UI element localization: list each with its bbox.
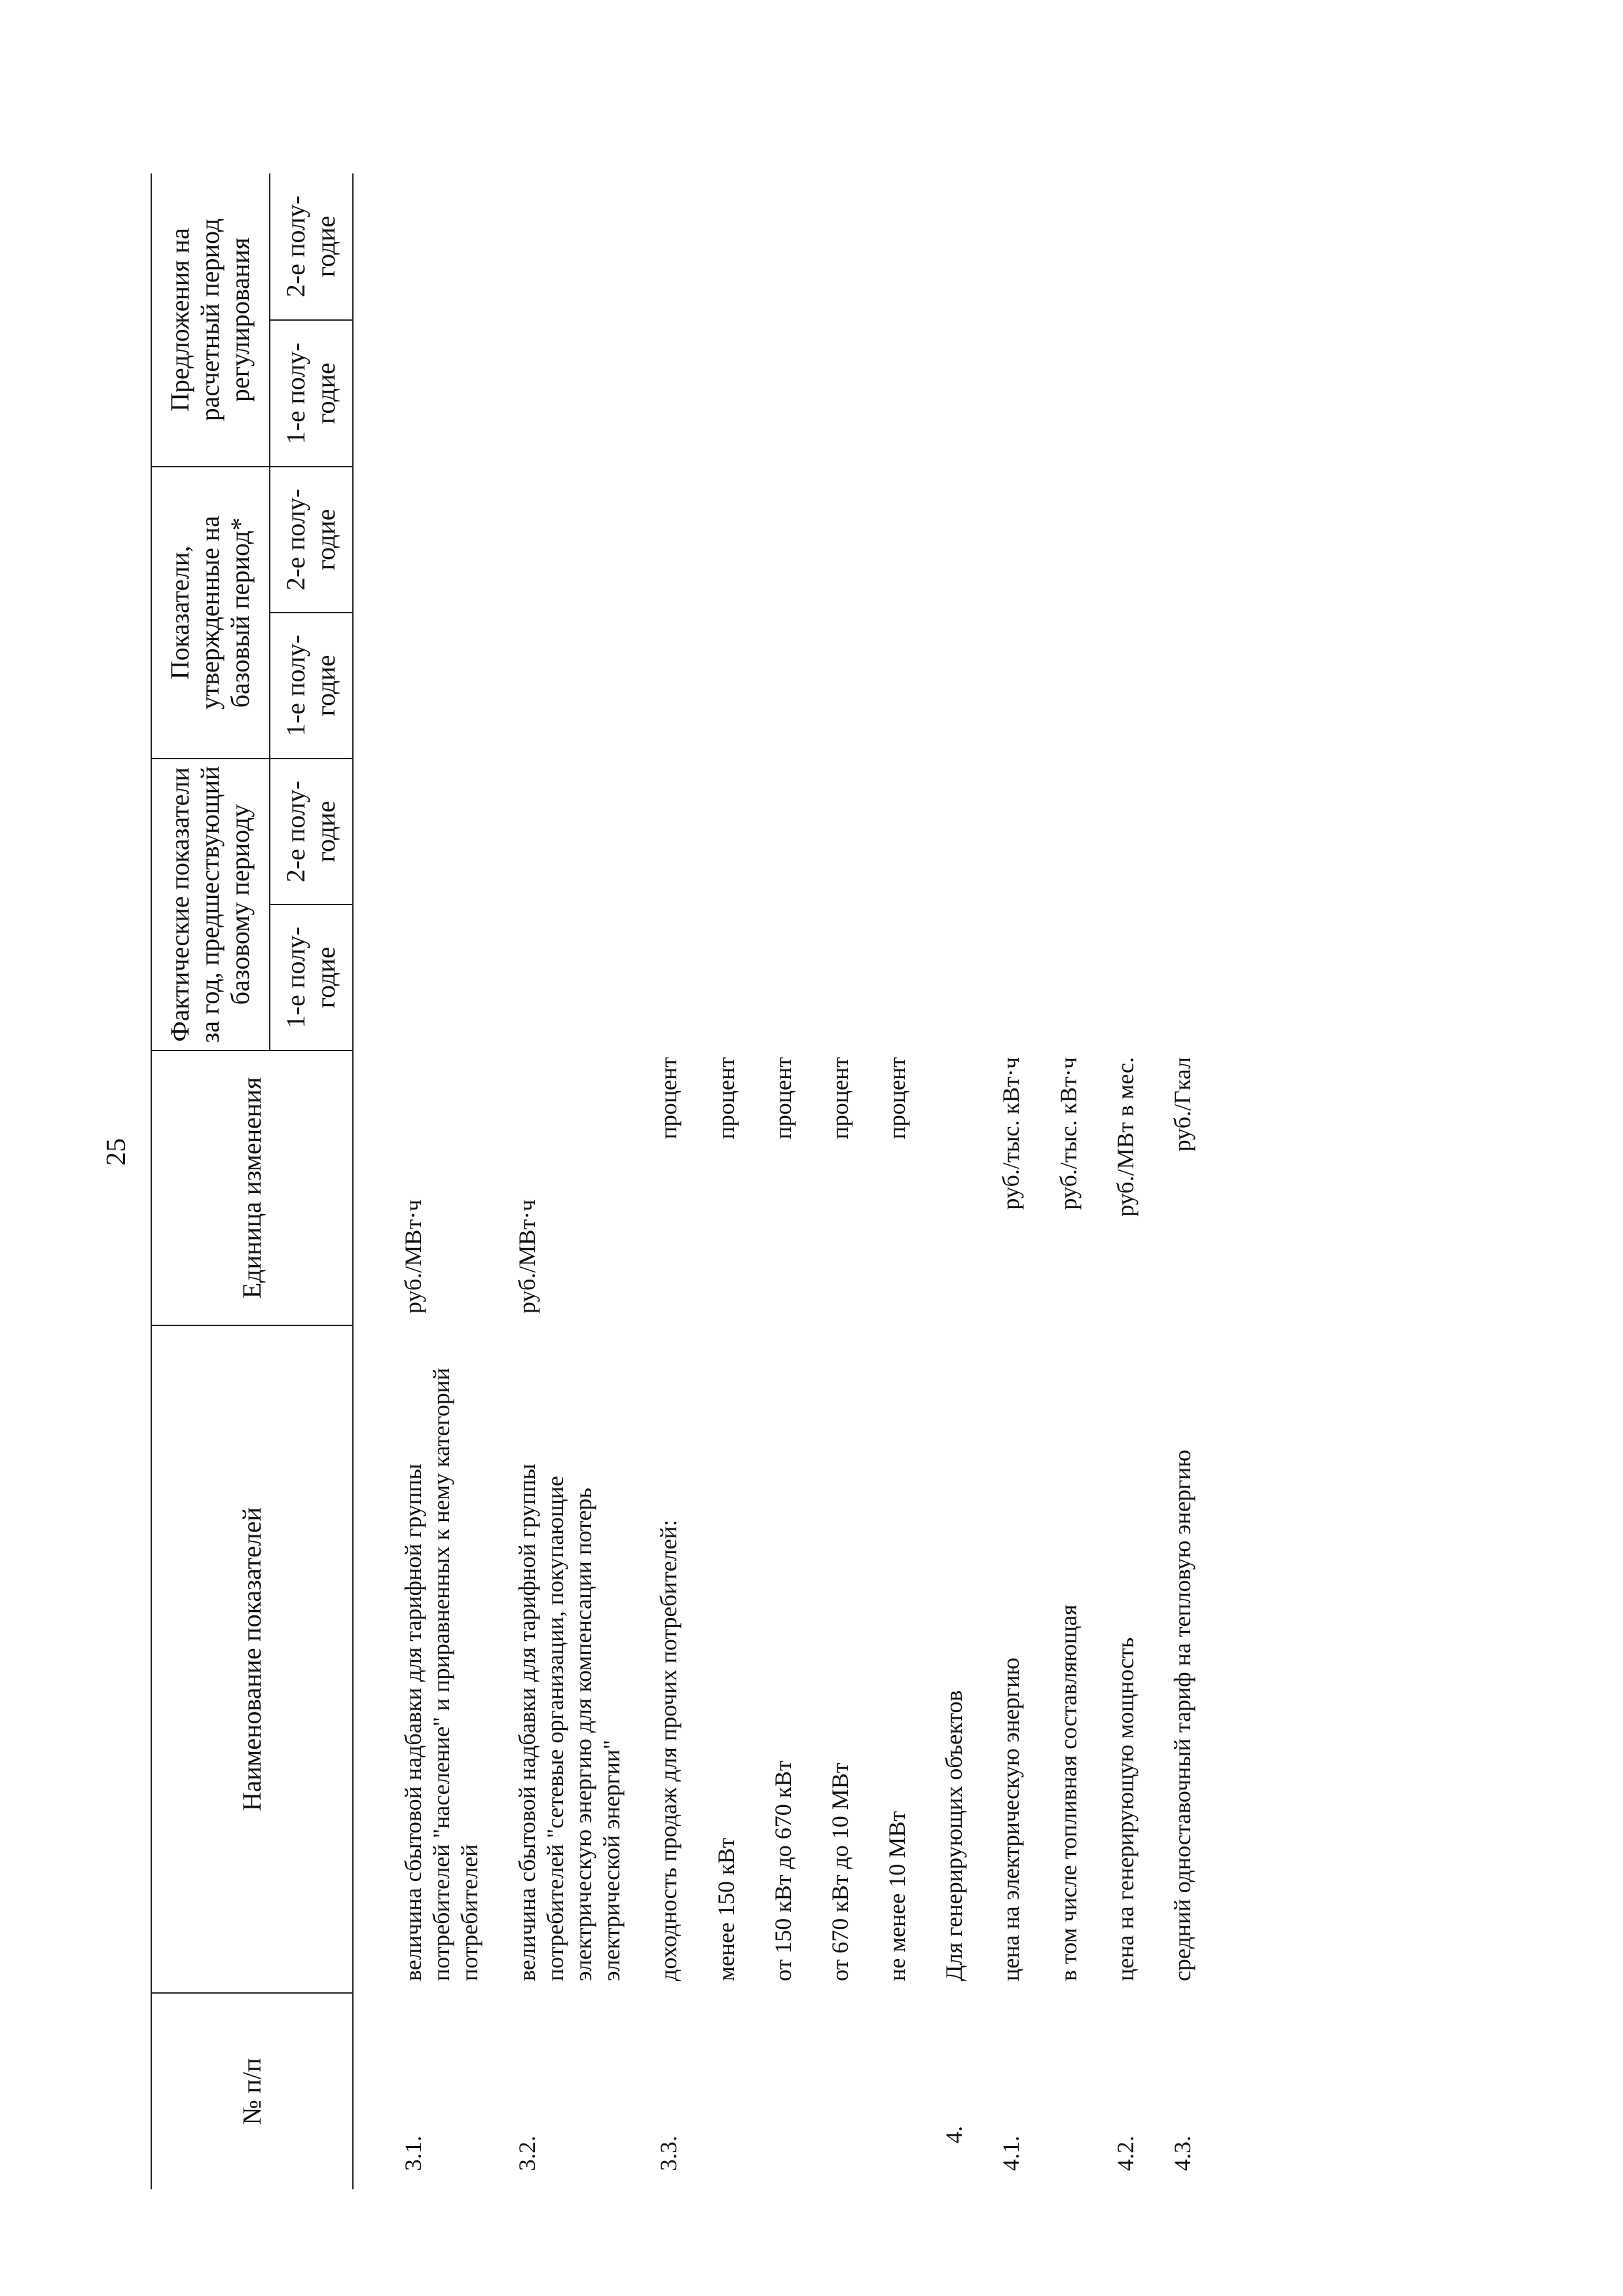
row-number: 3.1. — [400, 2136, 426, 2171]
header-name: Наименование показателей — [151, 1325, 353, 1993]
row-number: 4. — [941, 2126, 968, 2144]
table-row — [812, 173, 869, 2189]
row-name: доходность продаж для прочих потребителей: — [655, 1519, 682, 1981]
header-approved-group: Показатели, утвержденные на базовый период* — [151, 467, 270, 759]
header-approved-half2: 2-е полу-годие — [270, 467, 353, 613]
header-proposal-group: Предложения на расчетный период регулирования — [151, 173, 270, 467]
row-name: от 150 кВт до 670 кВт — [769, 1760, 796, 1981]
row-number — [869, 1993, 926, 2189]
page-number: 25 — [101, 1138, 132, 1166]
table-row — [926, 173, 983, 2189]
row-number: 4.1. — [998, 2136, 1025, 2171]
header-proposal-half2: 2-е полу-годие — [270, 173, 353, 320]
row-number — [812, 1993, 869, 2189]
header-num: № п/п — [151, 1993, 353, 2189]
row-name: Для генерирующих объектов — [941, 1690, 968, 1981]
row-unit: процент — [884, 1057, 911, 1139]
row-number — [698, 1993, 755, 2189]
header-unit: Единица изменения — [151, 1050, 353, 1325]
row-name: цена на генерирующую мощность — [1112, 1637, 1139, 1981]
header-row-groups — [151, 173, 270, 2189]
row-unit: процент — [826, 1057, 853, 1139]
header-actual-half2: 2-е полу-годие — [270, 759, 353, 905]
row-unit: процент — [712, 1057, 739, 1139]
row-number — [1040, 1993, 1097, 2189]
header-actual-group: Фактические показатели за год, предшествующий базовому периоду — [151, 759, 270, 1050]
header-proposal-half1: 1-е полу-годие — [270, 320, 353, 467]
row-number: 4.2. — [1112, 2136, 1139, 2171]
table-row — [353, 173, 499, 2189]
row-name: величина сбытовой надбавки для тарифной группы потребителей "сетевые организации, покупающие электрическую энергию для компенсации потерь электрической энергии" — [513, 1463, 625, 1981]
row-number: 3.2. — [513, 2136, 540, 2171]
row-name: величина сбытовой надбавки для тарифной группы потребителей "население" и приравненных к нему категорий потребителей — [400, 1367, 483, 1981]
row-unit: руб./Гкал — [1169, 1057, 1195, 1152]
row-unit: руб./МВт·ч — [513, 1199, 540, 1314]
table-row — [1154, 173, 1211, 2189]
row-name: в том числе топливная составляющая — [1055, 1604, 1082, 1981]
table-row — [1040, 173, 1097, 2189]
row-name: менее 150 кВт — [712, 1837, 739, 1981]
row-name: средний одноставочный тариф на тепловую энергию — [1169, 1449, 1195, 1981]
header-actual-half1: 1-е полу-годие — [270, 905, 353, 1050]
row-name: не менее 10 МВт — [884, 1811, 911, 1981]
table-row — [755, 173, 812, 2189]
table-row — [640, 173, 697, 2189]
table-row — [983, 173, 1040, 2189]
row-name: от 670 кВт до 10 МВт — [826, 1763, 853, 1981]
row-name: цена на электрическую энергию — [998, 1657, 1025, 1981]
row-unit: руб./тыс. кВт·ч — [998, 1057, 1025, 1210]
table-row — [698, 173, 755, 2189]
row-unit: руб./МВт·ч — [400, 1199, 426, 1314]
table-row — [869, 173, 926, 2189]
row-unit: процент — [655, 1057, 682, 1139]
row-unit: руб./тыс. кВт·ч — [1055, 1057, 1082, 1210]
row-unit: руб./МВт в мес. — [1112, 1057, 1139, 1217]
row-number — [755, 1993, 812, 2189]
row-unit: процент — [769, 1057, 796, 1139]
rotated-table-sheet — [151, 173, 1529, 2189]
row-unit — [926, 1050, 983, 1325]
row-number: 4.3. — [1169, 2136, 1195, 2171]
indicators-table — [151, 173, 1211, 2189]
header-approved-half1: 1-е полу-годие — [270, 613, 353, 759]
table-row — [499, 173, 641, 2189]
table-row — [1097, 173, 1154, 2189]
row-number: 3.3. — [655, 2136, 682, 2171]
